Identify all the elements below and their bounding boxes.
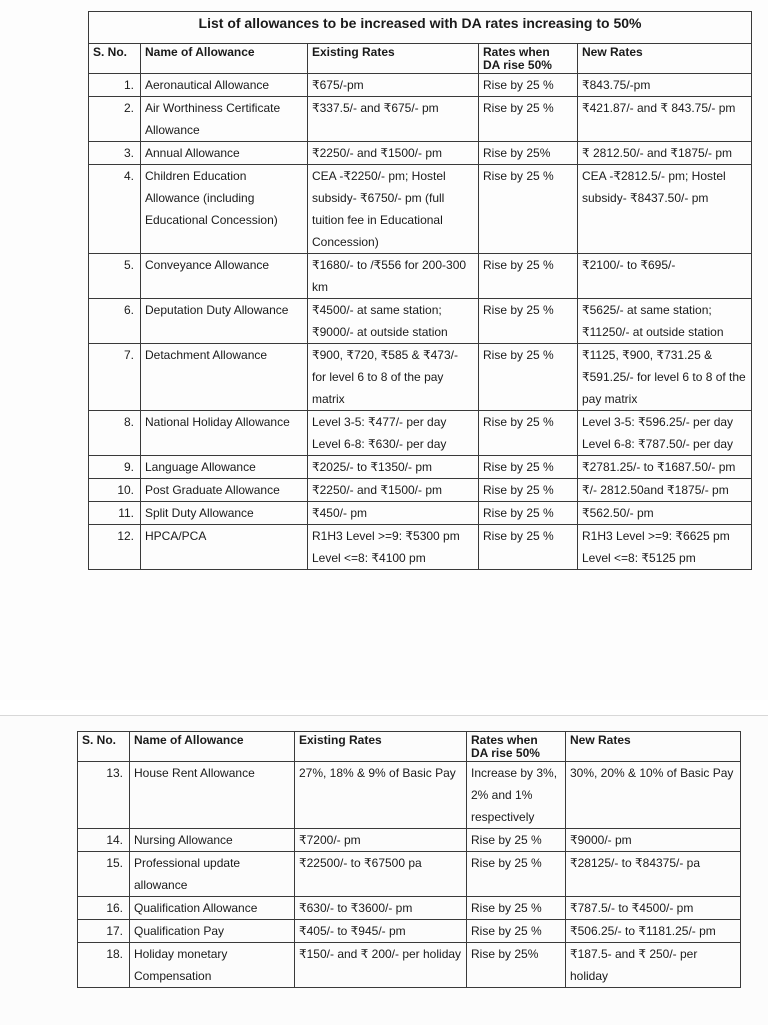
existing-rate-cell: ₹4500/- at same station; ₹9000/- at outside station <box>308 299 479 344</box>
table-row <box>78 762 741 829</box>
table-row <box>89 299 752 344</box>
allowances-table-1 <box>88 11 752 570</box>
existing-rate-cell: ₹675/-pm <box>308 74 479 97</box>
rate-when-cell: Rise by 25 % <box>479 299 578 344</box>
existing-rate-cell: Level 3-5: ₹477/- per day Level 6-8: ₹630/- per day <box>308 411 479 456</box>
row-sno-cell: 14. <box>78 829 130 852</box>
header-name: Name of Allowance <box>141 44 308 74</box>
existing-rate-cell: ₹405/- to ₹945/- pm <box>295 920 467 943</box>
new-rate-cell: ₹2100/- to ₹695/- <box>578 254 752 299</box>
new-rate-cell: ₹187.5- and ₹ 250/- per holiday <box>566 943 741 988</box>
new-rate-cell: 30%, 20% & 10% of Basic Pay <box>566 762 741 829</box>
table-title: List of allowances to be increased with DA rates increasing to 50% <box>89 12 752 44</box>
header-sno: S. No. <box>78 732 130 762</box>
new-rate-cell: ₹1125, ₹900, ₹731.25 & ₹591.25/- for level 6 to 8 of the pay matrix <box>578 344 752 411</box>
table-1-body <box>89 74 752 570</box>
rate-when-cell: Rise by 25 % <box>479 74 578 97</box>
allowance-name-cell: Qualification Pay <box>130 920 295 943</box>
row-sno-cell: 10. <box>89 479 141 502</box>
allowance-name-cell: Children Education Allowance (including Educational Concession) <box>141 165 308 254</box>
header-rates-when <box>467 732 566 762</box>
new-rate-cell: ₹/- 2812.50and ₹1875/- pm <box>578 479 752 502</box>
row-sno-cell: 4. <box>89 165 141 254</box>
existing-rate-cell: ₹22500/- to ₹67500 pa <box>295 852 467 897</box>
table-row <box>89 479 752 502</box>
new-rate-cell: ₹506.25/- to ₹1181.25/- pm <box>566 920 741 943</box>
new-rate-cell: ₹787.5/- to ₹4500/- pm <box>566 897 741 920</box>
allowance-name-cell: Nursing Allowance <box>130 829 295 852</box>
row-sno-cell: 11. <box>89 502 141 525</box>
new-rate-cell: ₹ 2812.50/- and ₹1875/- pm <box>578 142 752 165</box>
existing-rate-cell: ₹630/- to ₹3600/- pm <box>295 897 467 920</box>
row-sno-cell: 1. <box>89 74 141 97</box>
rate-when-cell: Rise by 25 % <box>479 456 578 479</box>
table-row <box>89 525 752 570</box>
existing-rate-cell: R1H3 Level >=9: ₹5300 pm Level <=8: ₹4100 pm <box>308 525 479 570</box>
existing-rate-cell: ₹7200/- pm <box>295 829 467 852</box>
rate-when-cell: Rise by 25 % <box>467 920 566 943</box>
row-sno-cell: 16. <box>78 897 130 920</box>
row-sno-cell: 8. <box>89 411 141 456</box>
table-row <box>89 74 752 97</box>
new-rate-cell: ₹5625/- at same station; ₹11250/- at outside station <box>578 299 752 344</box>
rate-when-cell: Rise by 25 % <box>479 479 578 502</box>
rate-when-cell: Rise by 25 % <box>467 852 566 897</box>
rate-when-cell: Increase by 3%, 2% and 1% respectively <box>467 762 566 829</box>
allowance-name-cell: HPCA/PCA <box>141 525 308 570</box>
rate-when-cell: Rise by 25 % <box>479 525 578 570</box>
header-existing: Existing Rates <box>308 44 479 74</box>
table-row <box>89 165 752 254</box>
existing-rate-cell: ₹450/- pm <box>308 502 479 525</box>
rate-when-cell: Rise by 25 % <box>479 502 578 525</box>
header-rates-when-line1: Rates when <box>471 733 538 747</box>
existing-rate-cell: ₹900, ₹720, ₹585 & ₹473/- for level 6 to 8 of the pay matrix <box>308 344 479 411</box>
existing-rate-cell: 27%, 18% & 9% of Basic Pay <box>295 762 467 829</box>
row-sno-cell: 2. <box>89 97 141 142</box>
row-sno-cell: 18. <box>78 943 130 988</box>
header-new: New Rates <box>578 44 752 74</box>
allowance-name-cell: Aeronautical Allowance <box>141 74 308 97</box>
allowance-name-cell: Qualification Allowance <box>130 897 295 920</box>
rate-when-cell: Rise by 25 % <box>479 344 578 411</box>
new-rate-cell: ₹562.50/- pm <box>578 502 752 525</box>
row-sno-cell: 17. <box>78 920 130 943</box>
table-row <box>78 920 741 943</box>
allowance-name-cell: Annual Allowance <box>141 142 308 165</box>
header-name: Name of Allowance <box>130 732 295 762</box>
allowance-name-cell: National Holiday Allowance <box>141 411 308 456</box>
row-sno-cell: 9. <box>89 456 141 479</box>
rate-when-cell: Rise by 25 % <box>467 829 566 852</box>
table-row <box>89 411 752 456</box>
allowance-name-cell: Detachment Allowance <box>141 344 308 411</box>
new-rate-cell: ₹2781.25/- to ₹1687.50/- pm <box>578 456 752 479</box>
table-header-row <box>78 732 741 762</box>
new-rate-cell: ₹9000/- pm <box>566 829 741 852</box>
table-row <box>89 502 752 525</box>
table-row <box>78 897 741 920</box>
table-header-row <box>89 44 752 74</box>
allowance-name-cell: Language Allowance <box>141 456 308 479</box>
allowance-name-cell: Air Worthiness Certificate Allowance <box>141 97 308 142</box>
table-row <box>89 344 752 411</box>
rate-when-cell: Rise by 25 % <box>479 165 578 254</box>
table-row <box>89 142 752 165</box>
allowances-table-2 <box>77 731 741 988</box>
rate-when-cell: Rise by 25 % <box>479 97 578 142</box>
table-row <box>78 829 741 852</box>
rate-when-cell: Rise by 25% <box>479 142 578 165</box>
header-sno: S. No. <box>89 44 141 74</box>
header-rates-when-line2: DA rise 50% <box>471 746 540 760</box>
table-row <box>78 852 741 897</box>
table-row <box>89 456 752 479</box>
row-sno-cell: 6. <box>89 299 141 344</box>
new-rate-cell: Level 3-5: ₹596.25/- per day Level 6-8: ₹787.50/- per day <box>578 411 752 456</box>
existing-rate-cell: ₹2250/- and ₹1500/- pm <box>308 479 479 502</box>
existing-rate-cell: ₹1680/- to /₹556 for 200-300 km <box>308 254 479 299</box>
existing-rate-cell: ₹150/- and ₹ 200/- per holiday <box>295 943 467 988</box>
table-row <box>89 254 752 299</box>
header-existing: Existing Rates <box>295 732 467 762</box>
new-rate-cell: ₹28125/- to ₹84375/- pa <box>566 852 741 897</box>
allowance-name-cell: Split Duty Allowance <box>141 502 308 525</box>
row-sno-cell: 13. <box>78 762 130 829</box>
new-rate-cell: CEA -₹2812.5/- pm; Hostel subsidy- ₹8437.50/- pm <box>578 165 752 254</box>
table-2-body <box>78 762 741 988</box>
header-rates-when-line1: Rates when <box>483 45 550 59</box>
row-sno-cell: 3. <box>89 142 141 165</box>
table-row <box>89 97 752 142</box>
allowance-name-cell: Post Graduate Allowance <box>141 479 308 502</box>
rate-when-cell: Rise by 25 % <box>479 254 578 299</box>
allowance-name-cell: Professional update allowance <box>130 852 295 897</box>
new-rate-cell: R1H3 Level >=9: ₹6625 pm Level <=8: ₹5125 pm <box>578 525 752 570</box>
row-sno-cell: 12. <box>89 525 141 570</box>
allowance-name-cell: Holiday monetary Compensation <box>130 943 295 988</box>
new-rate-cell: ₹421.87/- and ₹ 843.75/- pm <box>578 97 752 142</box>
existing-rate-cell: ₹2250/- and ₹1500/- pm <box>308 142 479 165</box>
row-sno-cell: 15. <box>78 852 130 897</box>
header-rates-when <box>479 44 578 74</box>
rate-when-cell: Rise by 25% <box>467 943 566 988</box>
header-rates-when-line2: DA rise 50% <box>483 58 552 72</box>
table-row <box>78 943 741 988</box>
allowance-name-cell: Deputation Duty Allowance <box>141 299 308 344</box>
allowance-name-cell: House Rent Allowance <box>130 762 295 829</box>
existing-rate-cell: ₹2025/- to ₹1350/- pm <box>308 456 479 479</box>
existing-rate-cell: ₹337.5/- and ₹675/- pm <box>308 97 479 142</box>
existing-rate-cell: CEA -₹2250/- pm; Hostel subsidy- ₹6750/- pm (full tuition fee in Educational Concession) <box>308 165 479 254</box>
allowance-name-cell: Conveyance Allowance <box>141 254 308 299</box>
header-new: New Rates <box>566 732 741 762</box>
rate-when-cell: Rise by 25 % <box>467 897 566 920</box>
row-sno-cell: 7. <box>89 344 141 411</box>
rate-when-cell: Rise by 25 % <box>479 411 578 456</box>
new-rate-cell: ₹843.75/-pm <box>578 74 752 97</box>
row-sno-cell: 5. <box>89 254 141 299</box>
